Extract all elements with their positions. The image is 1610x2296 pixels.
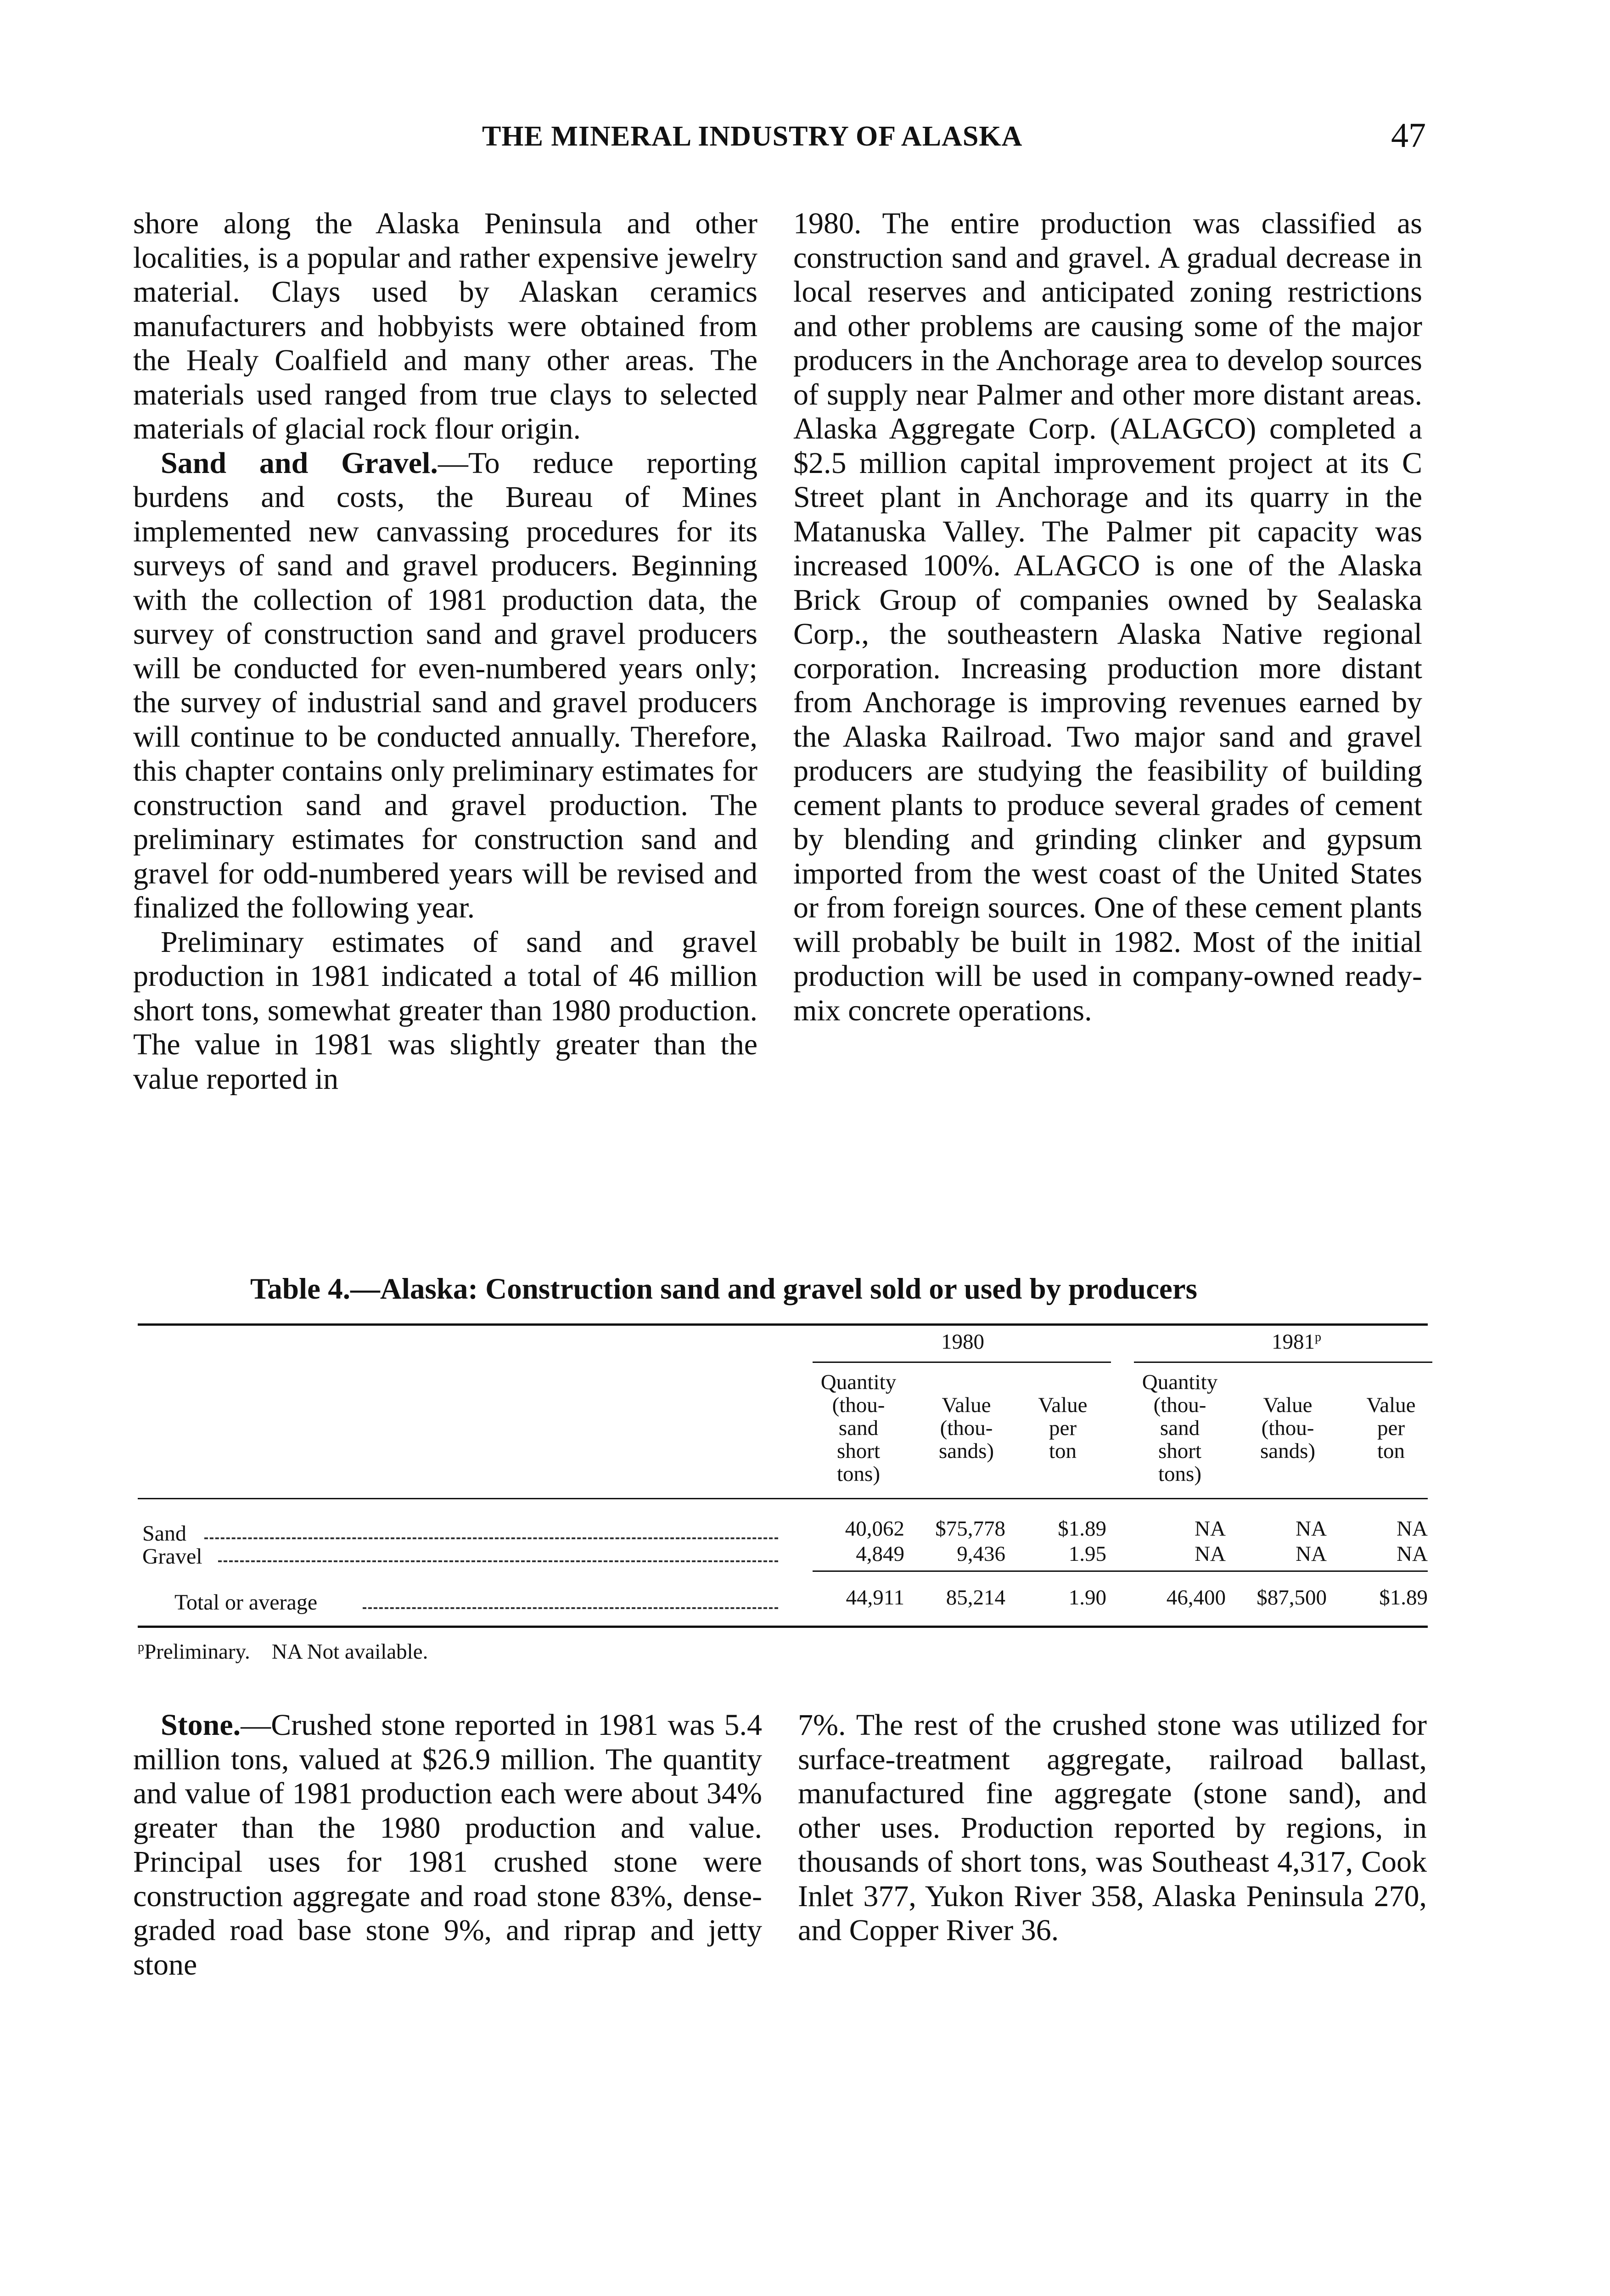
cell-total-value-per-ton-1980: 1.90	[1068, 1586, 1106, 1609]
cell-total-quantity-1981: 46,400	[1166, 1586, 1226, 1609]
section-heading-stone: Stone.	[161, 1708, 241, 1742]
row-label-gravel: Gravel	[142, 1544, 202, 1569]
cell-total-value-per-ton-1981: $1.89	[1379, 1586, 1428, 1609]
cell-total-value-1980: 85,214	[946, 1586, 1005, 1609]
right-column-top	[793, 207, 1422, 1028]
cell-gravel-quantity-1980: 4,849	[856, 1542, 904, 1566]
footnote-na: NA Not available.	[271, 1640, 428, 1664]
cell-sand-value-1981: NA	[1296, 1517, 1327, 1541]
paragraph-stone-text: —Crushed stone reported in 1981 was 5.4 million tons, valued at $26.9 million. The quantity and value of 1981 production each were about 34% greater than the 1980 production and value. Principal uses for 1981 crushed stone were construction aggregate and road stone 83%, dense-graded road base stone 9%, and riprap and jetty stone	[133, 1708, 762, 1981]
footnote-preliminary: Preliminary.	[144, 1640, 250, 1664]
right-column-bottom	[798, 1708, 1427, 1948]
paragraph-gem-clays: shore along the Alaska Peninsula and other localities, is a popular and rather expensive jewelry material. Clays used by Alaskan ceramics manufacturers and hobbyists were obtained from the Healy Coalfield and many other areas. The materials used ranged from true clays to selected materials of glacial rock flour origin.	[133, 207, 757, 445]
paragraph-stone-continued: 7%. The rest of the crushed stone was utilized for surface-treatment aggregate, railroad ballast, manufactured fine aggregate (stone sand), and other uses. Production reported by regions, in thousands of short tons, was Southeast 4,317, Cook Inlet 377, Yukon River 358, Alaska Peninsula 270, and Copper River 36.	[798, 1708, 1427, 1947]
table-header-rule	[138, 1498, 1428, 1499]
cell-sand-value-per-ton-1980: $1.89	[1058, 1517, 1106, 1541]
cell-gravel-value-1981: NA	[1296, 1542, 1327, 1566]
table-top-rule	[138, 1323, 1428, 1326]
col-header-value-per-ton-1980: Value per ton	[1038, 1393, 1088, 1463]
cell-gravel-quantity-1981: NA	[1195, 1542, 1226, 1566]
col-header-quantity-1981: Quantity (thou- sand short tons)	[1142, 1370, 1218, 1486]
left-column-top	[133, 207, 757, 1096]
preliminary-marker: p	[1315, 1330, 1322, 1345]
table-bottom-rule	[138, 1626, 1428, 1628]
paragraph-alagco: 1980. The entire production was classified as construction sand and gravel. A gradual decrease in local reserves and anticipated zoning restrictions and other problems are causing some of the major producers in the Anchorage area to develop sources of supply near Palmer and other more distant areas. Alaska Aggregate Corp. (ALAGCO) completed a $2.5 million capital improvement project at its C Street plant in Anchorage and its quarry in the Matanuska Valley. The Palmer pit capacity was increased 100%. ALAGCO is one of the Alaska Brick Group of companies owned by Sealaska Corp., the southeastern Alaska Native regional corporation. Increasing production more distant from Anchorage is improving revenues earned by the Alaska Railroad. Two major sand and gravel producers are studying the feasibility of building cement plants to produce several grades of cement by blending and grinding clinker and gypsum imported from the west coast of the United States or from foreign sources. One of these cement plants will probably be built in 1982. Most of the initial production will be used in company-owned ready-mix concrete operations.	[793, 207, 1422, 1027]
col-header-value-1981: Value (thou- sands)	[1260, 1393, 1316, 1463]
total-rule	[813, 1570, 1428, 1572]
table-title: Table 4.—Alaska: Construction sand and gravel sold or used by producers	[250, 1272, 1197, 1306]
cell-sand-value-per-ton-1981: NA	[1397, 1517, 1428, 1541]
section-heading-sand-gravel: Sand and Gravel.	[161, 446, 438, 480]
cell-sand-quantity-1980: 40,062	[845, 1517, 904, 1541]
cell-gravel-value-per-ton-1981: NA	[1397, 1542, 1428, 1566]
cell-gravel-value-per-ton-1980: 1.95	[1068, 1542, 1106, 1566]
year-header-1981: 1981$^p$	[1272, 1330, 1322, 1354]
cell-sand-value-1980: $75,778	[935, 1517, 1005, 1541]
paragraph-preliminary-estimates: Preliminary estimates of sand and gravel production in 1981 indicated a total of 46 million short tons, somewhat greater than 1980 production. The value in 1981 was slightly greater than the value reported in	[133, 925, 757, 1096]
left-column-bottom	[133, 1708, 762, 1982]
cell-total-value-1981: $87,500	[1257, 1586, 1327, 1609]
year-header-1980: 1980	[941, 1330, 984, 1354]
cell-sand-quantity-1981: NA	[1195, 1517, 1226, 1541]
paragraph-stone	[133, 1708, 762, 1982]
cell-total-quantity-1980: 44,911	[846, 1586, 904, 1609]
span-rule-1981	[1134, 1362, 1432, 1363]
paragraph-sand-gravel-text: —To reduce reporting burdens and costs, the Bureau of Mines implemented new canvassing procedures for its surveys of sand and gravel producers. Beginning with the collection of 1981 production data, the survey of construction sand and gravel producers will be conducted for even-numbered years only; the survey of industrial sand and gravel producers will continue to be conducted annually. Therefore, this chapter contains only preliminary estimates for construction sand and gravel production. The preliminary estimates for construction sand and gravel for odd-numbered years will be revised and finalized the following year.	[133, 446, 757, 924]
dot-leader	[204, 1537, 778, 1539]
cell-gravel-value-1980: 9,436	[957, 1542, 1005, 1566]
table-footnote	[138, 1639, 428, 1664]
col-header-quantity-1980: Quantity (thou- sand short tons)	[820, 1370, 897, 1486]
paragraph-sand-gravel	[133, 446, 757, 925]
dot-leader	[218, 1560, 778, 1562]
col-header-value-1980: Value (thou- sands)	[938, 1393, 994, 1463]
row-label-sand: Sand	[142, 1521, 186, 1546]
footnote-marker: p	[138, 1640, 145, 1654]
page-number: 47	[1391, 116, 1426, 155]
span-rule-1980	[813, 1362, 1111, 1363]
col-header-value-per-ton-1981: Value per ton	[1366, 1393, 1416, 1463]
dot-leader	[363, 1607, 778, 1609]
running-head: THE MINERAL INDUSTRY OF ALASKA	[482, 121, 1023, 152]
row-label-total: Total or average	[174, 1590, 318, 1615]
